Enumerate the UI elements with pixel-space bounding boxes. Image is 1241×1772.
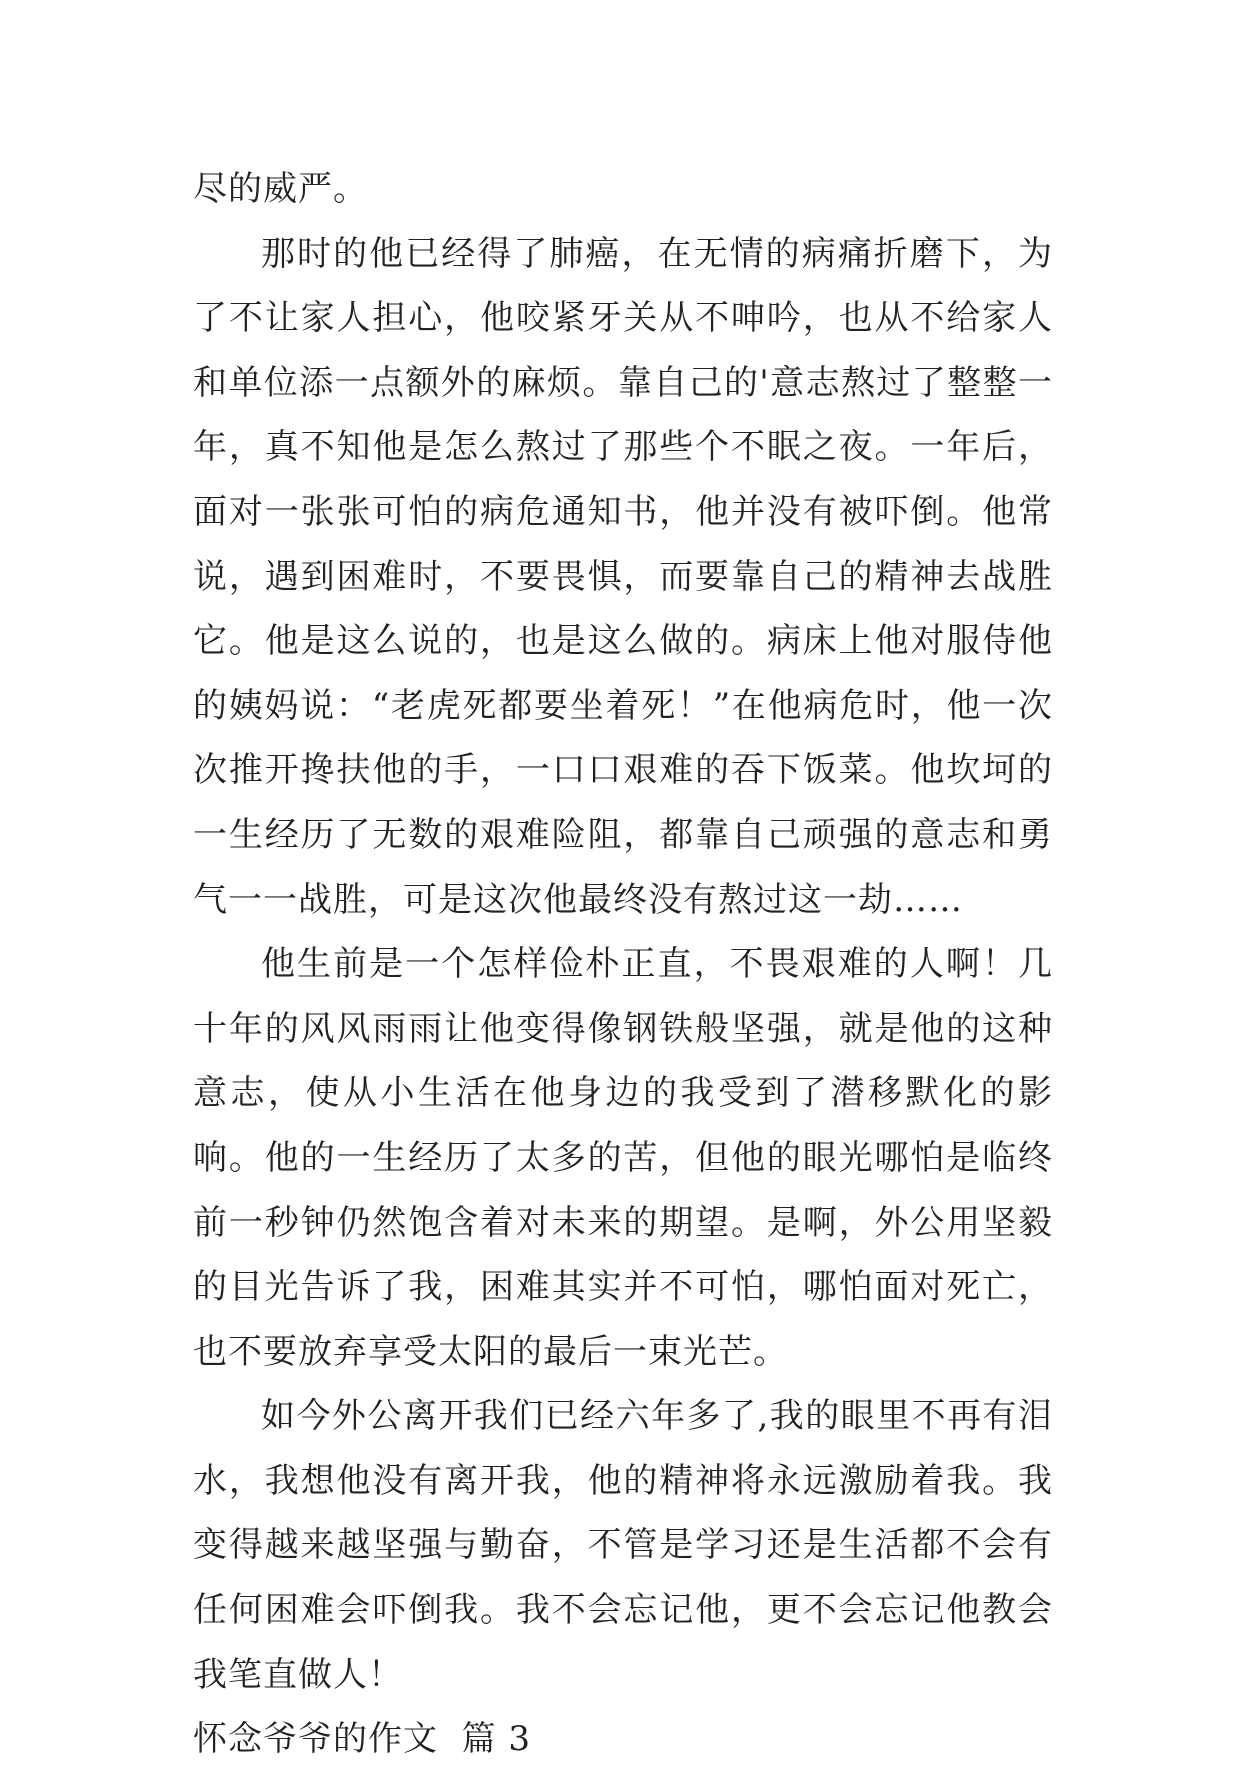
section-heading: 怀念爷爷的作文 篇 3 [193, 1719, 532, 1760]
paragraph-character: 他生前是一个怎样俭朴正直，不畏艰难的人啊！几十年的风风雨雨让他变得像钢铁般坚强，就是他的这种意志，使从小生活在他身边的我受到了潜移默化的影响。他的一生经历了太多的苦，但他的眼光哪怕是临终前一秒钟仍然饱含着对未来的期望。是啊，外公用坚毅的目光告诉了我，困难其实并不可怕，哪怕面对死亡，也不要放弃享受太阳的最后一束光芒。 [193, 944, 1053, 1372]
paragraph-continuation: 尽的威严。 [193, 169, 368, 209]
paragraph-present: 如今外公离开我们已经六年多了,我的眼里不再有泪水，我想他没有离开我，他的精神将永远激励着我。我变得越来越坚强与勤奋，不管是学习还是生活都不会有任何困难会吓倒我。我不会忘记他，更不会忘记他教会我笔直做人！ [193, 1396, 1053, 1695]
document-body [193, 157, 1053, 1772]
paragraph-illness: 那时的他已经得了肺癌，在无情的病痛折磨下，为了不让家人担心，他咬紧牙关从不呻吟，也从不给家人和单位添一点额外的麻烦。靠自己的'意志熬过了整整一年，真不知他是怎么熬过了那些个不眠之夜。一年后，面对一张张可怕的病危通知书，他并没有被吓倒。他常说，遇到困难时，不要畏惧，而要靠自己的精神去战胜它。他是这么说的，也是这么做的。病床上他对服侍他的姨妈说：“老虎死都要坐着死！”在他病危时，他一次次推开搀扶他的手，一口口艰难的吞下饭菜。他坎坷的一生经历了无数的艰难险阻，都靠自己顽强的意志和勇气一一战胜，可是这次他最终没有熬过这一劫…… [193, 233, 1053, 920]
